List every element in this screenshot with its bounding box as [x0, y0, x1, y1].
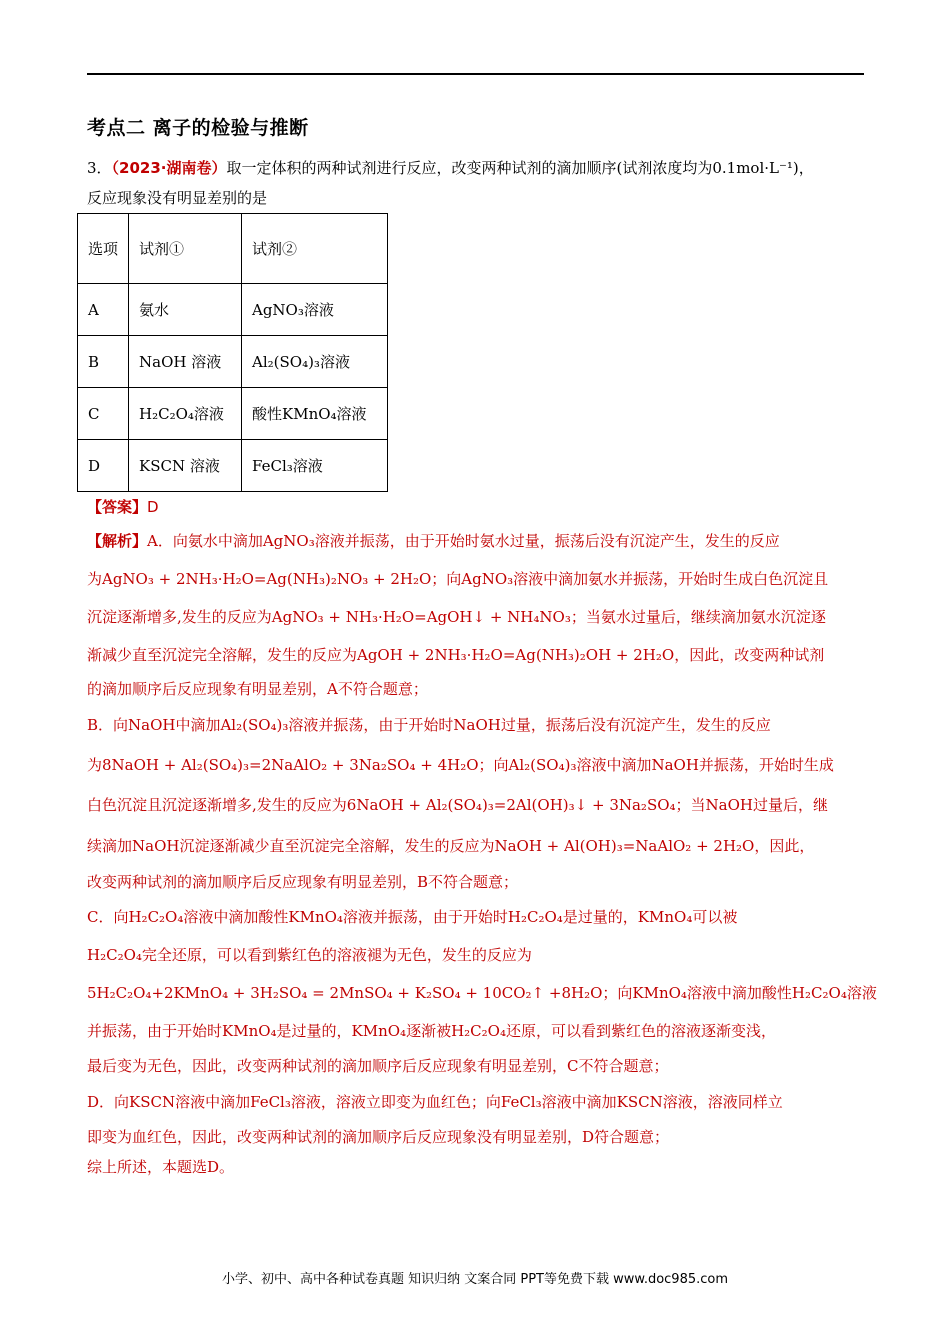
table-row: [78, 284, 388, 336]
table-row: [78, 336, 388, 388]
header-reagent-1: 试剂①: [129, 214, 242, 284]
analysis-line: 渐减少直至沉淀完全溶解，发生的反应为AgOH + 2NH₃·H₂O=Ag(NH₃)₂OH + 2H₂O，因此，改变两种试剂: [87, 646, 825, 664]
header-reagent-2: 试剂②: [242, 214, 388, 284]
analysis-line: 综上所述，本题选D。: [87, 1158, 235, 1176]
analysis-line: 即变为血红色，因此，改变两种试剂的滴加顺序后反应现象没有明显差别，D符合题意；: [87, 1128, 670, 1146]
options-table: [77, 213, 388, 492]
analysis-line: [87, 531, 780, 551]
header-option: 选项: [78, 214, 129, 284]
table-row: [78, 388, 388, 440]
answer-value: D: [147, 498, 159, 516]
analysis-line: 5H₂C₂O₄+2KMnO₄ + 3H₂SO₄ = 2MnSO₄ + K₂SO₄ + 10CO₂↑ +8H₂O；向KMnO₄溶液中滴加酸性H₂C₂O₄溶液: [87, 984, 877, 1002]
analysis-text: A．向氨水中滴加AgNO₃溶液并振荡，由于开始时氨水过量，振荡后没有沉淀产生，发生的反应: [147, 532, 780, 550]
question-source: （2023·湖南卷）: [111, 159, 227, 177]
answer-label: 【答案】: [87, 498, 148, 516]
analysis-line: H₂C₂O₄完全还原，可以看到紫红色的溶液褪为无色，发生的反应为: [87, 946, 532, 964]
analysis-line: C．向H₂C₂O₄溶液中滴加酸性KMnO₄溶液并振荡，由于开始时H₂C₂O₄是过量的，KMnO₄可以被: [87, 908, 738, 926]
reagent-1: KSCN 溶液: [129, 440, 242, 492]
analysis-line: B．向NaOH中滴加Al₂(SO₄)₃溶液并振荡，由于开始时NaOH过量，振荡后没有沉淀产生，发生的反应: [87, 716, 771, 734]
analysis-line: 改变两种试剂的滴加顺序后反应现象有明显差别，B不符合题意；: [87, 873, 519, 891]
option-label: C: [78, 388, 129, 440]
analysis-label: 【解析】: [87, 532, 148, 550]
reagent-2: Al₂(SO₄)₃溶液: [242, 336, 388, 388]
analysis-line: 为AgNO₃ + 2NH₃·H₂O=Ag(NH₃)₂NO₃ + 2H₂O；向AgNO₃溶液中滴加氨水并振荡，开始时生成白色沉淀且: [87, 570, 829, 588]
question-stem: 取一定体积的两种试剂进行反应，改变两种试剂的滴加顺序(试剂浓度均为0.1mol·L⁻¹)，: [226, 159, 814, 177]
analysis-line: 续滴加NaOH沉淀逐渐减少直至沉淀完全溶解，发生的反应为NaOH + Al(OH)₃=NaAlO₂ + 2H₂O，因此，: [87, 837, 815, 855]
analysis-line: 白色沉淀且沉淀逐渐增多,发生的反应为6NaOH + Al₂(SO₄)₃=2Al(OH)₃↓ + 3Na₂SO₄；当NaOH过量后，继: [87, 796, 828, 814]
table-header-row: [78, 214, 388, 284]
analysis-line: D．向KSCN溶液中滴加FeCl₃溶液，溶液立即变为血红色；向FeCl₃溶液中滴加KSCN溶液，溶液同样立: [87, 1093, 783, 1111]
answer: [87, 497, 159, 517]
option-label: D: [78, 440, 129, 492]
question-number: 3．: [87, 159, 112, 177]
table-row: [78, 440, 388, 492]
option-label: B: [78, 336, 129, 388]
analysis-line: 的滴加顺序后反应现象有明显差别，A不符合题意；: [87, 680, 428, 698]
reagent-2: 酸性KMnO₄溶液: [242, 388, 388, 440]
analysis-line: 最后变为无色，因此，改变两种试剂的滴加顺序后反应现象有明显差别，C不符合题意；: [87, 1057, 669, 1075]
header-rule: [87, 73, 864, 75]
page-footer: 小学、初中、高中各种试卷真题 知识归纳 文案合同 PPT等免费下载 www.doc985.com: [221, 1272, 729, 1287]
section-title: 考点二 离子的检验与推断: [87, 117, 309, 139]
option-label: A: [78, 284, 129, 336]
analysis-line: 并振荡，由于开始时KMnO₄是过量的，KMnO₄逐渐被H₂C₂O₄还原，可以看到紫红色的溶液逐渐变浅，: [87, 1022, 776, 1040]
reagent-2: AgNO₃溶液: [242, 284, 388, 336]
reagent-1: NaOH 溶液: [129, 336, 242, 388]
question-line-2: 反应现象没有明显差别的是: [87, 189, 268, 207]
reagent-1: H₂C₂O₄溶液: [129, 388, 242, 440]
reagent-2: FeCl₃溶液: [242, 440, 388, 492]
analysis-line: 沉淀逐渐增多,发生的反应为AgNO₃ + NH₃·H₂O=AgOH↓ + NH₄NO₃；当氨水过量后，继续滴加氨水沉淀逐: [87, 608, 826, 626]
analysis-line: 为8NaOH + Al₂(SO₄)₃=2NaAlO₂ + 3Na₂SO₄ + 4H₂O；向Al₂(SO₄)₃溶液中滴加NaOH并振荡，开始时生成: [87, 756, 834, 774]
reagent-1: 氨水: [129, 284, 242, 336]
question-line-1: [87, 158, 814, 178]
